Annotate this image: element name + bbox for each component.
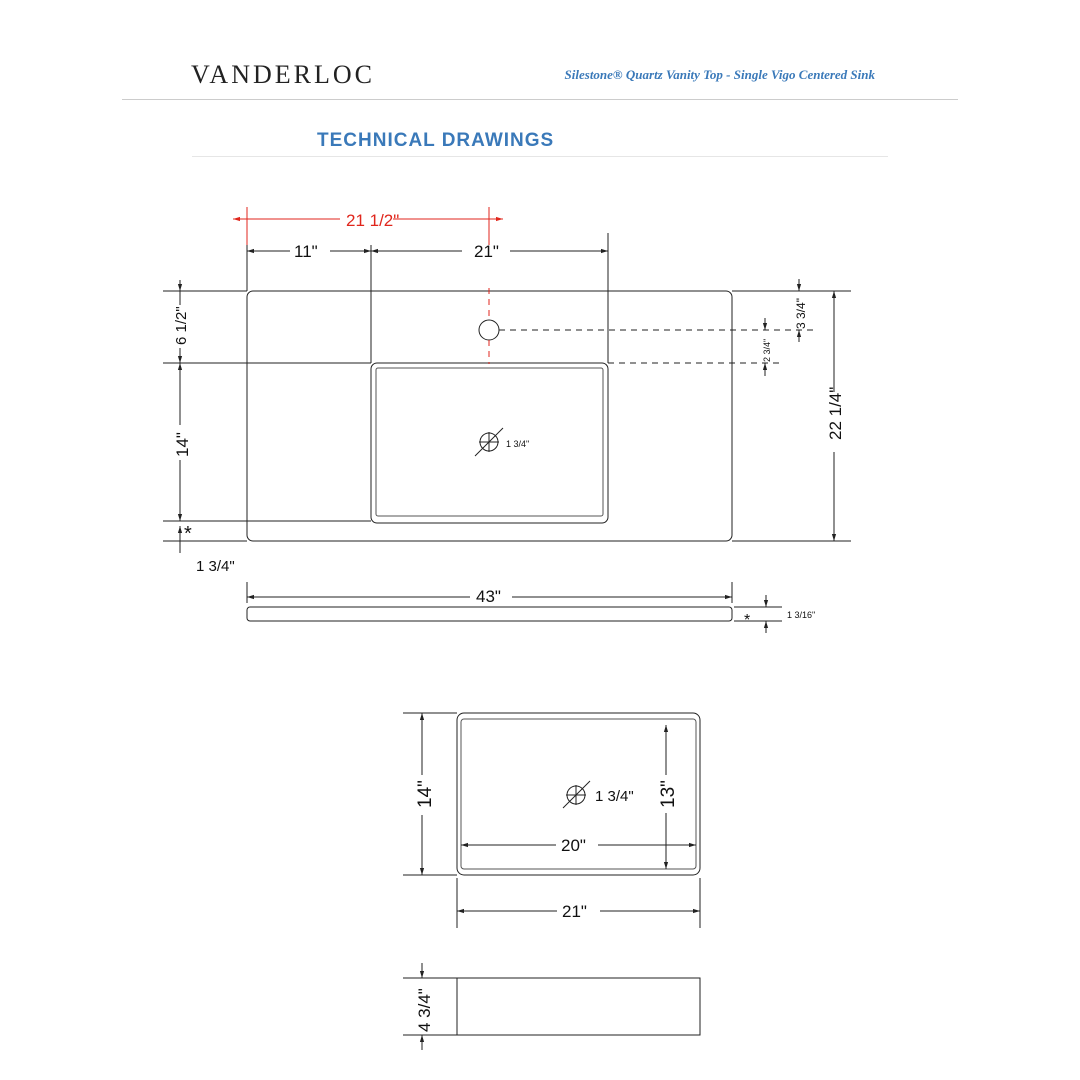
dim-sink-width: 21": [474, 242, 499, 261]
dim-left-offset: 11": [294, 242, 318, 261]
edge-marker: *: [744, 612, 751, 629]
dim-sink-height: 4 3/4": [415, 988, 434, 1032]
dim-sink-outer-depth: 14": [415, 780, 436, 808]
faucet-hole: [479, 320, 499, 340]
dim-front-edge: 1 3/4": [196, 558, 235, 575]
front-edge-marker: *: [184, 523, 192, 545]
dim-sink-inner-depth: 13": [658, 780, 679, 808]
sink-top-view: [403, 713, 700, 928]
brand-logo: VANDERLOC: [191, 60, 375, 89]
countertop-outline: [247, 291, 732, 541]
sink-side-view: [403, 963, 700, 1050]
sink-side-profile: [457, 978, 700, 1035]
dim-total-depth: 22 1/4": [826, 386, 845, 440]
product-title: Silestone® Quartz Vanity Top - Single Vigo Centered Sink: [564, 67, 875, 82]
countertop-edge: [247, 607, 732, 621]
faucet-center-dimension: [233, 207, 503, 364]
countertop-top-view: [163, 233, 851, 553]
dim-sink-from-faucet: 2 3/4": [762, 338, 772, 362]
dim-back-to-sink: 6 1/2": [173, 306, 190, 345]
countertop-front-view: [247, 582, 782, 633]
dim-sink-outer-width: 21": [562, 902, 587, 921]
drain-diameter-label: 1 3/4": [506, 439, 530, 449]
dim-total-width: 43": [476, 587, 501, 606]
sink-drain-diameter: 1 3/4": [595, 788, 634, 805]
dim-thickness: 1 3/16": [787, 610, 816, 620]
dim-faucet-from-back: 3 3/4": [794, 298, 808, 329]
section-title: TECHNICAL DRAWINGS: [317, 130, 555, 151]
dim-faucet-center: 21 1/2": [346, 211, 400, 230]
dim-sink-inner-width: 20": [561, 836, 586, 855]
dim-sink-depth: 14": [173, 432, 192, 457]
